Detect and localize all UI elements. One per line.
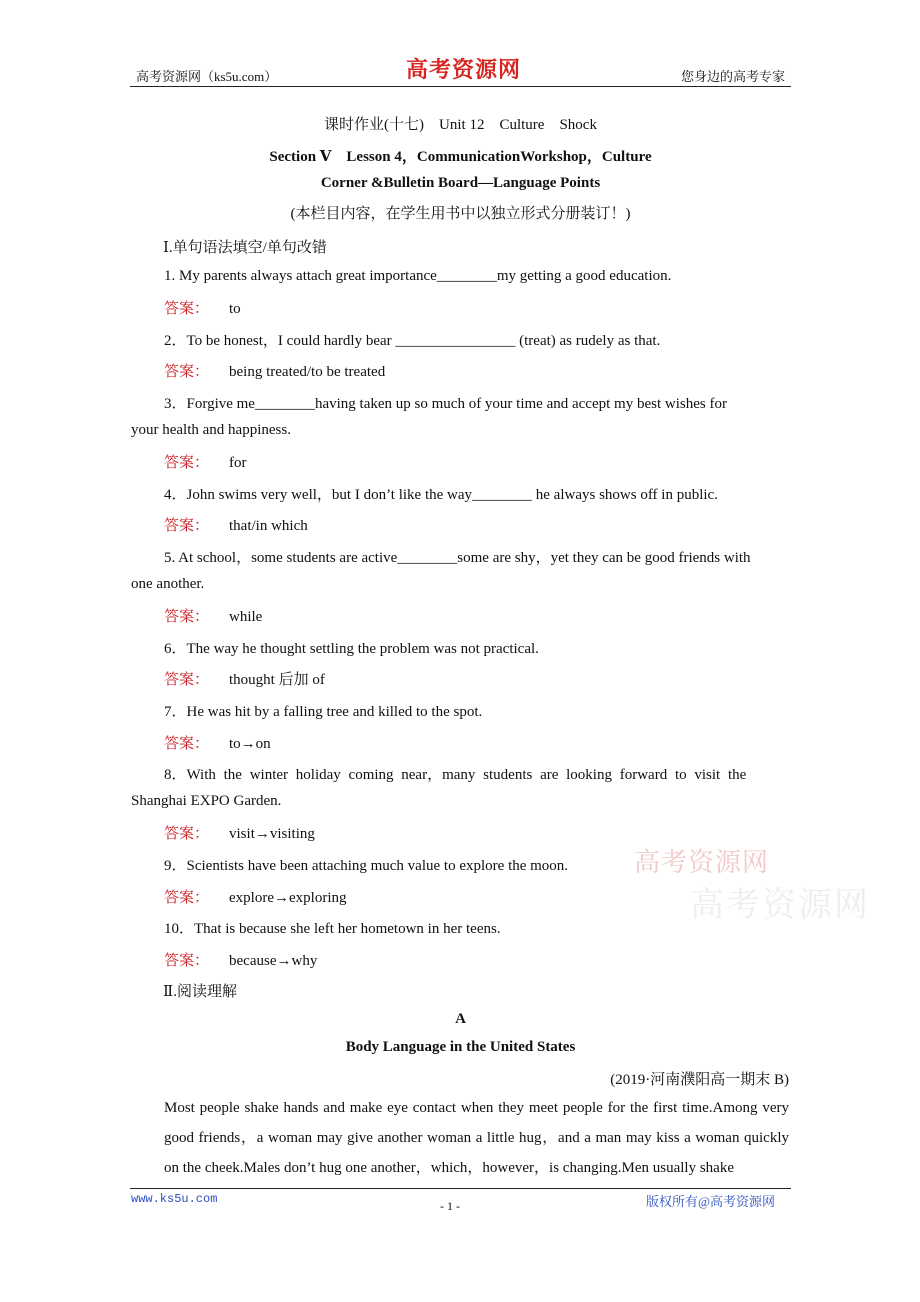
answer-7: 答案： to→on xyxy=(164,736,271,752)
question-1: 1. My parents always attach great importance________my getting a good education. xyxy=(164,268,672,284)
answer-label: 答案： xyxy=(164,301,210,317)
section1-heading: Ⅰ.单句语法填空/单句改错 xyxy=(163,240,327,256)
question-5: 5. At school，some students are active________some are shy，yet they can be good friends with xyxy=(164,550,751,566)
section-subtitle: Corner &Bulletin Board—Language Points xyxy=(320,175,601,191)
answer-label: 答案： xyxy=(164,364,210,380)
answer-2: 答案： being treated/to be treated xyxy=(164,364,386,380)
section-title: Section Ⅴ Lesson 4，CommunicationWorkshop，Culture xyxy=(269,149,652,165)
passage-source: (2019·河南濮阳高一期末 B) xyxy=(610,1072,789,1088)
passage-title: Body Language in the United States xyxy=(345,1039,576,1055)
answer-3: 答案： for xyxy=(164,455,247,471)
title-line: 课时作业(十七) Unit 12 Culture Shock xyxy=(324,117,597,133)
binding-note: (本栏目内容，在学生用书中以独立形式分册装订！) xyxy=(290,206,631,222)
section2-heading: Ⅱ.阅读理解 xyxy=(163,984,237,1000)
answer-10: 答案： because→why xyxy=(164,953,318,969)
header-site-name: 高考资源网（ks5u.com） xyxy=(136,69,278,84)
answer-label: 答案： xyxy=(164,736,210,752)
answer-5: 答案： while xyxy=(164,609,263,625)
answer-label: 答案： xyxy=(164,518,210,534)
header-slogan: 您身边的高考专家 xyxy=(680,69,785,84)
page-header xyxy=(130,58,791,87)
footer-divider xyxy=(130,1188,791,1189)
header-logo: 高考资源网 xyxy=(406,57,522,83)
answer-1: 答案： to xyxy=(164,301,241,317)
question-2: 2．To be honest，I could hardly bear ________________ (treat) as rudely as that. xyxy=(164,333,661,349)
question-8: 8．With the winter holiday coming near，many students are looking forward to visit the xyxy=(164,767,747,783)
answer-label: 答案： xyxy=(164,826,210,842)
answer-label: 答案： xyxy=(164,455,210,471)
question-3-cont: your health and happiness. xyxy=(131,422,291,438)
answer-label: 答案： xyxy=(164,890,210,906)
answer-6: 答案： thought 后加 of xyxy=(164,672,325,688)
question-9: 9．Scientists have been attaching much value to explore the moon. xyxy=(164,858,569,874)
passage-paragraph: Most people shake hands and make eye contact when they meet people for the first time.Among very good friends，a woman may give another woman a little hug，and a man may kiss a woman quickly on the cheek.Males don’t hug one another，which，however，is changing.Men usually shake xyxy=(164,1100,789,1176)
question-3: 3．Forgive me________having taken up so much of your time and accept my best wishes for xyxy=(164,396,727,412)
watermark-red: 高考资源网 xyxy=(634,848,770,878)
answer-label: 答案： xyxy=(164,609,210,625)
question-10: 10．That is because she left her hometown in her teens. xyxy=(164,921,501,937)
page-number: - 1 - xyxy=(440,1199,460,1213)
question-6: 6．The way he thought settling the problem was not practical. xyxy=(164,641,539,657)
footer-copyright: 版权所有@高考资源网 xyxy=(646,1194,775,1209)
watermark-gray: 高考资源网 xyxy=(690,885,870,925)
question-4: 4．John swims very well，but I don’t like the way________ he always shows off in public. xyxy=(164,487,718,503)
answer-4: 答案： that/in which xyxy=(164,518,308,534)
answer-label: 答案： xyxy=(164,953,210,969)
answer-label: 答案： xyxy=(164,672,210,688)
question-5-cont: one another. xyxy=(131,576,205,592)
answer-8: 答案： visit→visiting xyxy=(164,826,315,842)
question-8-cont: Shanghai EXPO Garden. xyxy=(131,793,282,809)
footer-url[interactable]: www.ks5u.com xyxy=(131,1192,218,1206)
answer-9: 答案： explore→exploring xyxy=(164,890,347,906)
passage-label: A xyxy=(455,1011,466,1027)
question-7: 7．He was hit by a falling tree and killed to the spot. xyxy=(164,704,483,720)
